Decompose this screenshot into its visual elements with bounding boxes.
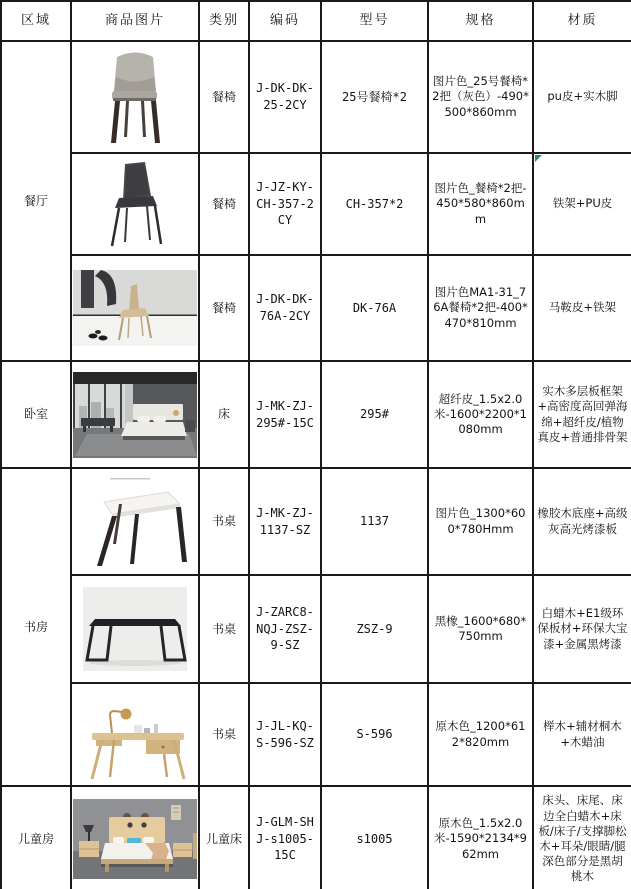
model-cell: S-596: [321, 683, 428, 786]
spec-cell: 图片色MA1-31_76A餐椅*2把-400*470*810mm: [428, 255, 533, 361]
category-cell: 餐椅: [199, 41, 249, 153]
model-cell: 295#: [321, 361, 428, 468]
column-header-code: 编码: [249, 1, 321, 41]
model-cell: CH-357*2: [321, 153, 428, 255]
product-image-cell: [71, 786, 199, 889]
category-cell: 书桌: [199, 575, 249, 683]
kids-bed-room-image: [73, 799, 197, 879]
code-cell: J-DK-DK-25-2CY: [249, 41, 321, 153]
model-cell: s1005: [321, 786, 428, 889]
grey-dining-chair-image: [79, 45, 191, 149]
spec-cell: 图片色_餐椅*2把-450*580*860mm: [428, 153, 533, 255]
bedroom-bed-image: [73, 372, 197, 458]
wood-writing-desk-image: [76, 687, 194, 783]
material-cell: 榉木+辅材桐木+木蜡油: [533, 683, 631, 786]
category-cell: 书桌: [199, 683, 249, 786]
table-row: [1, 361, 631, 468]
saddle-chair-scene-image: [73, 270, 197, 346]
table-row: [1, 468, 631, 575]
material-cell: [533, 153, 631, 255]
product-image-cell: [71, 468, 199, 575]
code-cell: J-ZARC8-NQJ-ZSZ-9-SZ: [249, 575, 321, 683]
model-cell: DK-76A: [321, 255, 428, 361]
category-cell: 餐椅: [199, 153, 249, 255]
table-row: [1, 786, 631, 889]
column-header-category: 类别: [199, 1, 249, 41]
region-cell-bedroom: 卧室: [1, 361, 71, 468]
column-header-region: 区域: [1, 1, 71, 41]
category-cell: 床: [199, 361, 249, 468]
spec-cell: 图片色_1300*600*780Hmm: [428, 468, 533, 575]
table-row: [1, 575, 631, 683]
table-row: [1, 683, 631, 786]
material-cell: pu皮+实木脚: [533, 41, 631, 153]
white-desk-image: [76, 472, 194, 572]
code-cell: J-MK-ZJ-1137-SZ: [249, 468, 321, 575]
column-header-model: 型号: [321, 1, 428, 41]
dark-dining-chair-image: [79, 156, 191, 252]
model-cell: ZSZ-9: [321, 575, 428, 683]
product-image-cell: [71, 255, 199, 361]
region-cell-kids: 儿童房: [1, 786, 71, 889]
product-image-cell: [71, 153, 199, 255]
model-cell: 1137: [321, 468, 428, 575]
black-desk-image: [73, 581, 197, 677]
material-cell: 白蜡木+E1级环保板材+环保大宝漆+金属黑烤漆: [533, 575, 631, 683]
spec-cell: 原木色_1200*612*820mm: [428, 683, 533, 786]
column-header-image: 商品图片: [71, 1, 199, 41]
region-cell-study: 书房: [1, 468, 71, 786]
category-cell: 书桌: [199, 468, 249, 575]
material-cell: 床头、床尾、床边全白蜡木+床板/床子/支撑脚松木+耳朵/眼睛/腿深色部分是黑胡桃木: [533, 786, 631, 889]
material-cell: 橡胶木底座+高级灰高光烤漆板: [533, 468, 631, 575]
table-row: [1, 41, 631, 153]
material-cell: 实木多层板框架+高密度高回弹海绵+超纤皮/植物真皮+普通排骨架: [533, 361, 631, 468]
product-image-cell: [71, 41, 199, 153]
spec-cell: 超纤皮_1.5x2.0米-1600*2200*1080mm: [428, 361, 533, 468]
code-cell: J-JL-KQ-S-596-SZ: [249, 683, 321, 786]
spec-cell: 图片色_25号餐椅*2把（灰色）-490*500*860mm: [428, 41, 533, 153]
material-cell: 马鞍皮+铁架: [533, 255, 631, 361]
cell-corner-marker: [535, 155, 542, 162]
product-image-cell: [71, 683, 199, 786]
region-cell-dining: 餐厅: [1, 41, 71, 361]
category-cell: 餐椅: [199, 255, 249, 361]
code-cell: J-MK-ZJ-295#-15C: [249, 361, 321, 468]
column-header-spec: 规格: [428, 1, 533, 41]
code-cell: J-JZ-KY-CH-357-2CY: [249, 153, 321, 255]
material-text: 铁架+PU皮: [552, 196, 613, 211]
spec-cell: 原木色_1.5x2.0米-1590*2134*962mm: [428, 786, 533, 889]
category-cell: 儿童床: [199, 786, 249, 889]
code-cell: J-GLM-SHJ-s1005-15C: [249, 786, 321, 889]
model-cell: 25号餐椅*2: [321, 41, 428, 153]
code-cell: J-DK-DK-76A-2CY: [249, 255, 321, 361]
header-row: [1, 1, 631, 41]
product-image-cell: [71, 361, 199, 468]
product-image-cell: [71, 575, 199, 683]
spec-cell: 黑橡_1600*680*750mm: [428, 575, 533, 683]
table-row: [1, 153, 631, 255]
table-row: [1, 255, 631, 361]
column-header-material: 材质: [533, 1, 631, 41]
